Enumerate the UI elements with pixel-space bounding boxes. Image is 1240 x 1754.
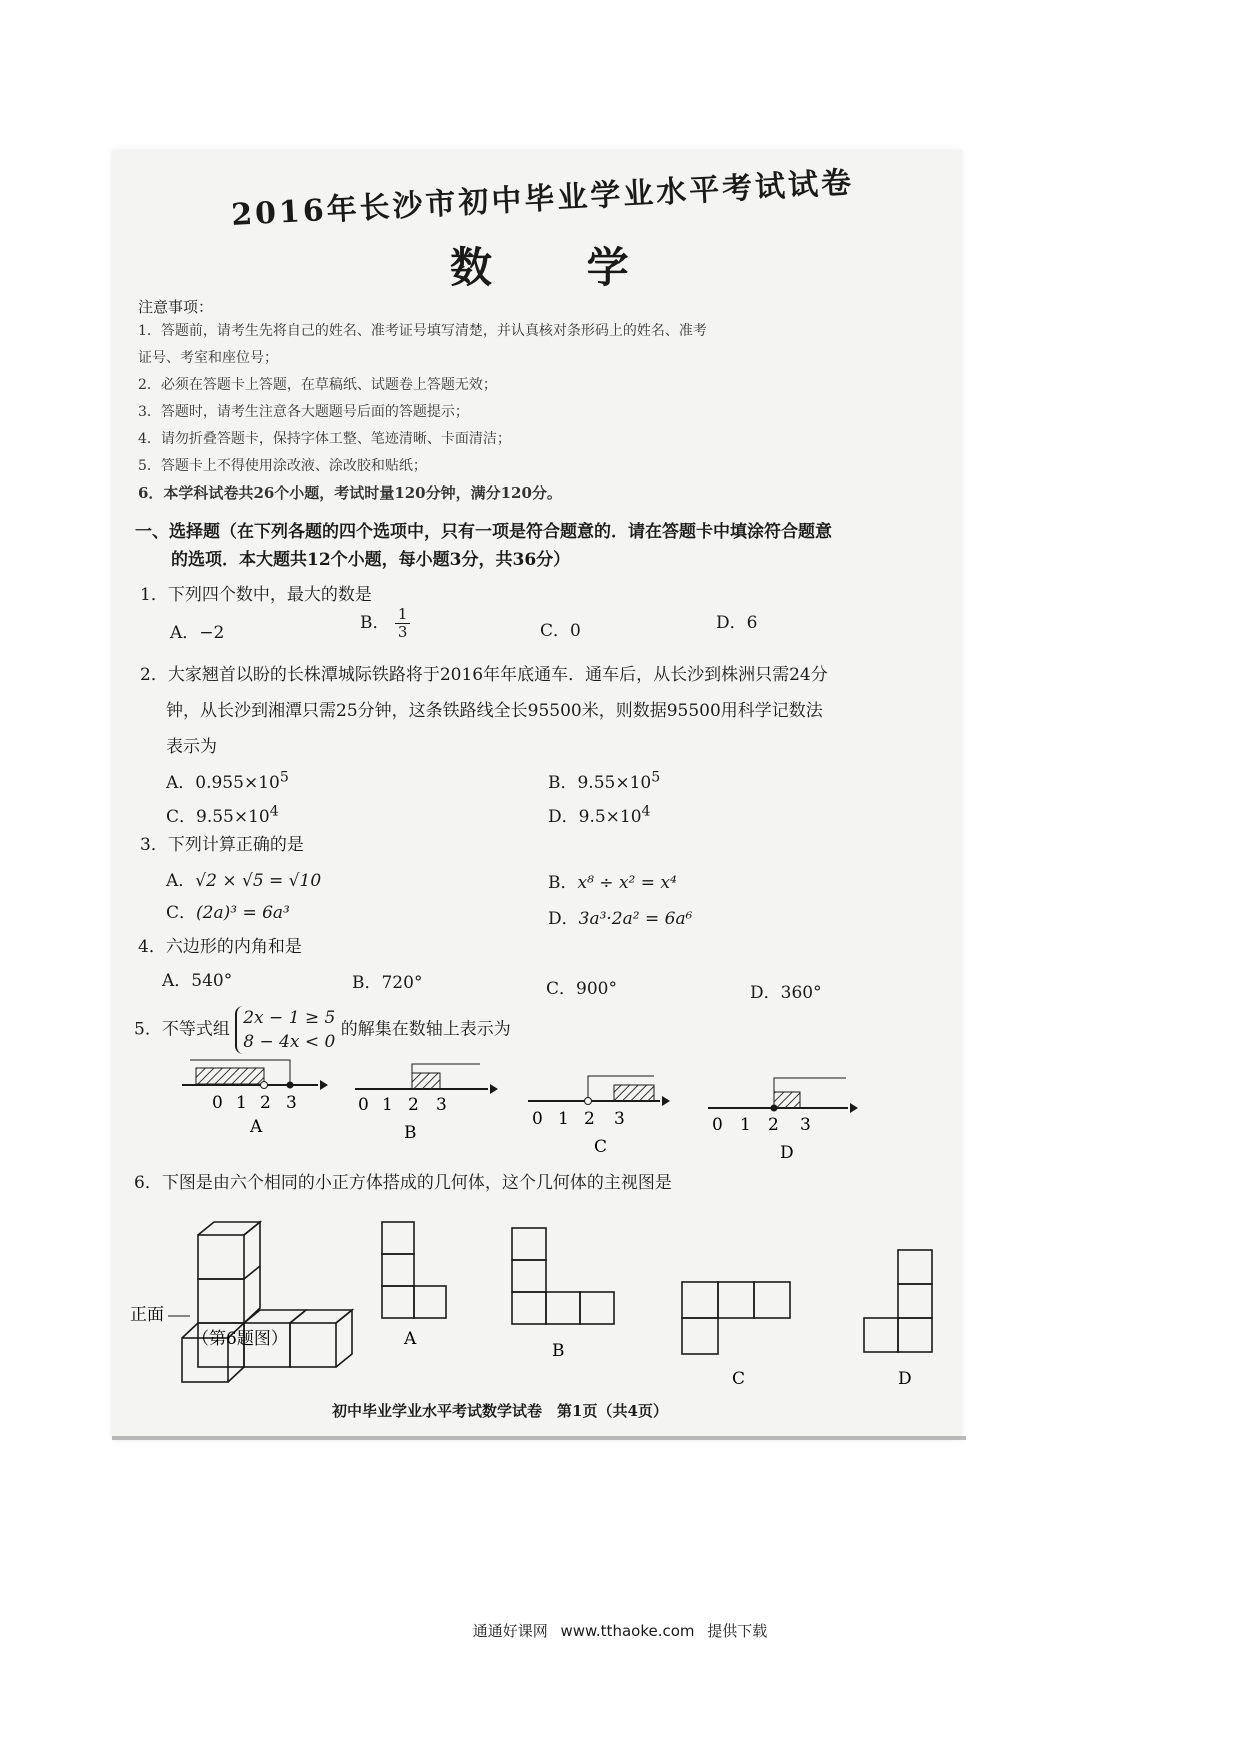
q3-option-a-expression: √2 × √5 = √10 — [195, 871, 322, 891]
note-item: 2．必须在答题卡上答题，在草稿纸、试题卷上答题无效； — [138, 377, 497, 393]
option-label: D — [780, 1143, 794, 1163]
q1-option-a: A．−2 — [170, 623, 225, 643]
fraction-numerator: 1 — [395, 606, 411, 624]
q2-option-a-exponent: 5 — [279, 769, 289, 786]
tick-label: 1 — [236, 1093, 247, 1113]
q3-option-a-prefix: A． — [166, 871, 196, 891]
q1-option-b-prefix: B． — [360, 613, 390, 633]
tick-label: 3 — [286, 1093, 297, 1113]
cube-stack-figure — [182, 1222, 352, 1382]
tick-label: 3 — [800, 1115, 811, 1135]
option-label: C — [594, 1137, 608, 1157]
option-label: C — [732, 1369, 746, 1389]
download-credit — [0, 1620, 1240, 1641]
q3-option-b-prefix: B． — [548, 873, 578, 893]
q6-stem: 6．下图是由六个相同的小正方体搭成的几何体，这个几何体的主视图是 — [134, 1173, 672, 1193]
note-item: 4．请勿折叠答题卡，保持字体工整、笔迹清晰、卡面清洁； — [138, 431, 511, 447]
q2-line-3: 表示为 — [166, 737, 217, 757]
q2-option-d-exponent: 4 — [641, 803, 651, 820]
tick-label: 1 — [382, 1095, 393, 1115]
view-option-c — [682, 1282, 790, 1354]
tick-label: 2 — [584, 1109, 595, 1129]
note-item: 证号、考室和座位号； — [138, 350, 278, 366]
page-footer: 初中毕业学业水平考试数学试卷 第1页（共4页） — [332, 1402, 668, 1420]
q5-stem-prefix: 5．不等式组 — [134, 1019, 230, 1040]
note-item: 6．本学科试卷共26个小题，考试时量120分钟，满分120分。 — [138, 484, 562, 502]
subject-title: 数 学 — [450, 243, 629, 292]
fraction-denominator: 3 — [397, 623, 408, 641]
view-option-d — [864, 1250, 932, 1352]
section-line-2: 的选项．本大题共12个小题，每小题3分，共36分） — [171, 550, 571, 570]
view-option-a — [382, 1222, 446, 1318]
q3-option-c-prefix: C． — [166, 903, 197, 923]
tick-label: 0 — [212, 1093, 223, 1113]
tick-label: 0 — [532, 1109, 543, 1129]
view-option-b — [512, 1228, 614, 1324]
q2-option-d-base: D．9.5×10 — [548, 807, 642, 827]
tick-label: 3 — [614, 1109, 625, 1129]
tick-label: 3 — [436, 1095, 447, 1115]
q4-stem: 4．六边形的内角和是 — [138, 937, 302, 957]
option-label: B — [404, 1123, 417, 1143]
option-label: D — [898, 1369, 912, 1389]
exam-title: 2016年长沙市初中毕业学业水平考试试卷 — [230, 165, 855, 233]
tick-label: 0 — [712, 1115, 723, 1135]
q1-option-c: C．0 — [540, 621, 581, 641]
note-item: 5．答题卡上不得使用涂改液、涂改胶和贴纸； — [138, 458, 427, 474]
front-label: 正面 — [130, 1305, 164, 1325]
site-name: 通通好课网 — [472, 1622, 548, 1640]
tick-label: 1 — [558, 1109, 569, 1129]
option-label: B — [552, 1341, 565, 1361]
q5-stem-suffix: 的解集在数轴上表示为 — [340, 1019, 511, 1040]
q4-option-a: A．540° — [162, 971, 233, 991]
q4-option-d: D．360° — [750, 983, 822, 1003]
q3-option-c-expression: (2a)³ = 6a³ — [196, 903, 290, 923]
note-item: 3．答题时，请考生注意各大题题号后面的答题提示； — [138, 404, 469, 420]
q4-option-b: B．720° — [352, 973, 423, 993]
q2-line-1: 2．大家翘首以盼的长株潭城际铁路将于2016年年底通车．通车后，从长沙到株洲只需24分 — [140, 665, 828, 685]
tick-label: 2 — [260, 1093, 271, 1113]
q2-line-2: 钟，从长沙到湘潭只需25分钟，这条铁路线全长95500米，则数据95500用科学记数法 — [166, 701, 823, 721]
tick-label: 2 — [408, 1095, 419, 1115]
q3-option-d-expression: 3a³·2a² = 6a⁶ — [578, 909, 693, 929]
inequality-1: 2x − 1 ≥ 5 — [243, 1008, 336, 1028]
note-item: 1．答题前，请考生先将自己的姓名、准考证号填写清楚，并认真核对条形码上的姓名、准考 — [138, 323, 707, 339]
q2-option-c-exponent: 4 — [269, 803, 279, 820]
q1-option-d: D．6 — [716, 613, 758, 633]
option-label: A — [250, 1117, 263, 1137]
q4-option-c: C．900° — [546, 979, 617, 999]
tick-label: 0 — [358, 1095, 369, 1115]
notes-heading: 注意事项： — [138, 298, 214, 316]
inequality-2: 8 − 4x < 0 — [243, 1032, 336, 1052]
q2-option-b-base: B．9.55×10 — [548, 773, 652, 793]
q3-stem: 3．下列计算正确的是 — [140, 835, 304, 855]
tick-label: 1 — [740, 1115, 751, 1135]
site-url[interactable]: www.tthaoke.com — [560, 1622, 695, 1640]
q1-stem: 1．下列四个数中，最大的数是 — [140, 585, 372, 605]
tick-label: 2 — [768, 1115, 779, 1135]
q2-option-c-base: C．9.55×10 — [166, 807, 270, 827]
q3-option-b-expression: x⁸ ÷ x² = x⁴ — [577, 873, 677, 893]
q3-option-d-prefix: D． — [548, 909, 579, 929]
q2-option-a-base: A．0.955×10 — [166, 773, 280, 793]
figure-caption: （第6题图） — [192, 1329, 288, 1349]
option-label: A — [404, 1329, 417, 1349]
credit-suffix: 提供下载 — [707, 1622, 768, 1640]
q2-option-b-exponent: 5 — [651, 769, 661, 786]
section-line-1: 一、选择题（在下列各题的四个选项中，只有一项是符合题意的．请在答题卡中填涂符合题意 — [135, 522, 832, 542]
